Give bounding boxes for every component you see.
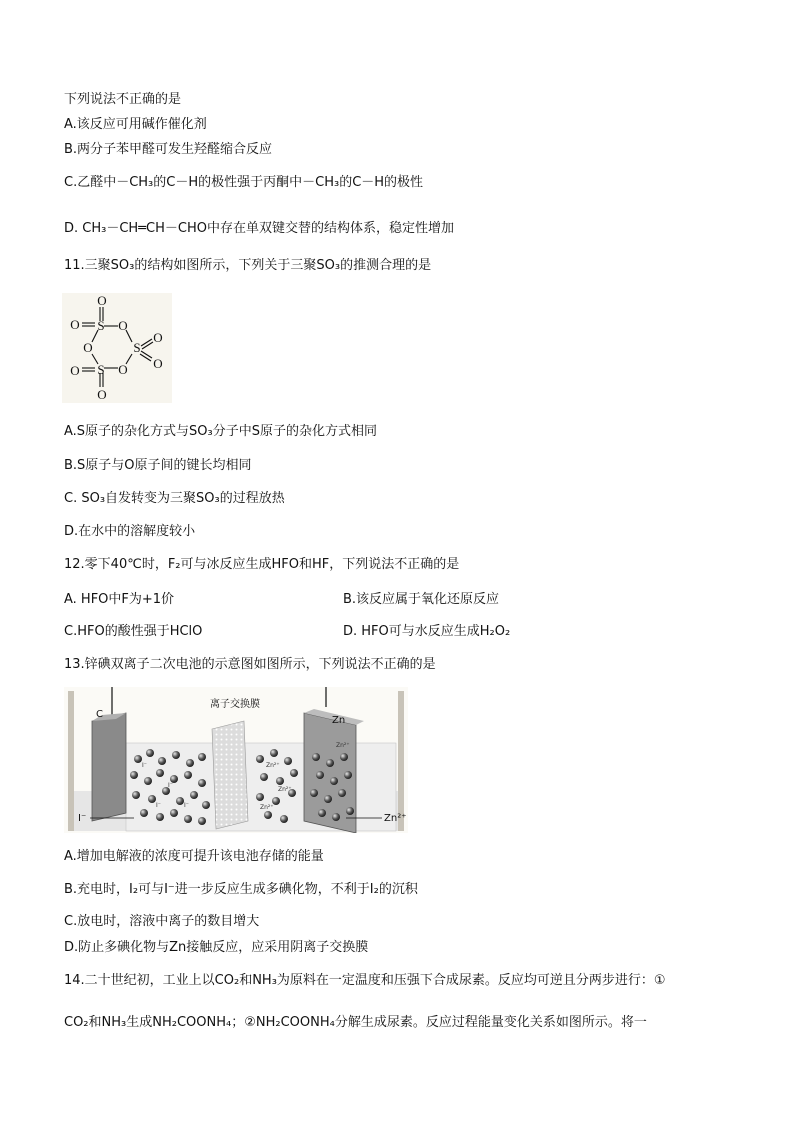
atom-s: S (133, 340, 141, 355)
atom-o: O (153, 330, 163, 345)
q13-option-b: B.充电时，I₂可与I⁻进一步反应生成多碘化物，不利于I₂的沉积 (64, 882, 418, 897)
q11-stem: 11.三聚SO₃的结构如图所示，下列关于三聚SO₃的推测合理的是 (64, 258, 432, 273)
q10-option-d: D. CH₃－CH═CH－CHO中存在单双键交替的结构体系，稳定性增加 (64, 221, 454, 236)
q13-option-c: C.放电时，溶液中离子的数目增大 (64, 914, 260, 929)
q10-option-c: C.乙醛中－CH₃的C－H的极性强于丙酮中－CH₃的C－H的极性 (64, 175, 424, 190)
atom-o: O (118, 362, 128, 377)
q11-option-b: B.S原子与O原子间的键长均相同 (64, 458, 252, 473)
trimer-so3-structure (62, 293, 172, 403)
q12-stem: 12.零下40℃时，F₂可与冰反应生成HFO和HF，下列说法不正确的是 (64, 557, 460, 572)
atom-o: O (97, 387, 107, 402)
ion-label-right: Zn²⁺ (384, 813, 407, 824)
atom-o: O (83, 340, 93, 355)
q12-option-b: B.该反应属于氧化还原反应 (343, 592, 500, 607)
q11-option-c: C. SO₃自发转变为三聚SO₃的过程放热 (64, 491, 285, 506)
ion-label-left: I⁻ (78, 813, 87, 824)
q11-option-a: A.S原子的杂化方式与SO₃分子中S原子的杂化方式相同 (64, 424, 377, 439)
q14-line1: 14.二十世纪初，工业上以CO₂和NH₃为原料在一定温度和压强下合成尿素。反应均可逆且分两步进行：① (64, 973, 666, 988)
q14-line2: CO₂和NH₃生成NH₂COONH₄；②NH₂COONH₄分解生成尿素。反应过程能量变化关系如图所示。将一 (64, 1015, 647, 1030)
ion-label-iodide: I⁻ (184, 802, 189, 809)
ion-label-zinc: Zn²⁺ (266, 762, 280, 769)
q12-option-d: D. HFO可与水反应生成H₂O₂ (343, 624, 511, 639)
atom-s: S (97, 362, 105, 377)
membrane-label: 离子交换膜 (210, 699, 260, 710)
atom-o: O (70, 317, 80, 332)
electrode-label-zn: Zn (332, 715, 346, 726)
q13-stem: 13.锌碘双离子二次电池的示意图如图所示，下列说法不正确的是 (64, 657, 436, 672)
q12-option-c: C.HFO的酸性强于HClO (64, 624, 203, 639)
ion-label-zinc: Zn²⁺ (260, 804, 274, 811)
zinc-iodine-battery-diagram (64, 687, 408, 833)
electrode-label-c: C (96, 709, 103, 720)
atom-o: O (70, 363, 80, 378)
ion-label-zinc: Zn²⁺ (336, 742, 350, 749)
ion-label-iodide: I⁻ (156, 802, 161, 809)
q13-option-d: D.防止多碘化物与Zn接触反应，应采用阴离子交换膜 (64, 940, 369, 955)
q12-option-a: A. HFO中F为+1价 (64, 592, 175, 607)
q13-option-a: A.增加电解液的浓度可提升该电池存储的能量 (64, 849, 324, 864)
q11-option-d: D.在水中的溶解度较小 (64, 524, 196, 539)
ion-label-zinc: Zn²⁺ (278, 786, 292, 793)
atom-o: O (153, 356, 163, 371)
atom-o: O (118, 318, 128, 333)
ion-label-iodide: I⁻ (168, 782, 173, 789)
ion-label-iodide: I⁻ (142, 762, 147, 769)
q10-stem: 下列说法不正确的是 (64, 92, 182, 107)
atom-s: S (97, 318, 105, 333)
q10-option-b: B.两分子苯甲醛可发生羟醛缩合反应 (64, 142, 273, 157)
q10-option-a: A.该反应可用碱作催化剂 (64, 117, 207, 132)
atom-o: O (97, 293, 107, 308)
